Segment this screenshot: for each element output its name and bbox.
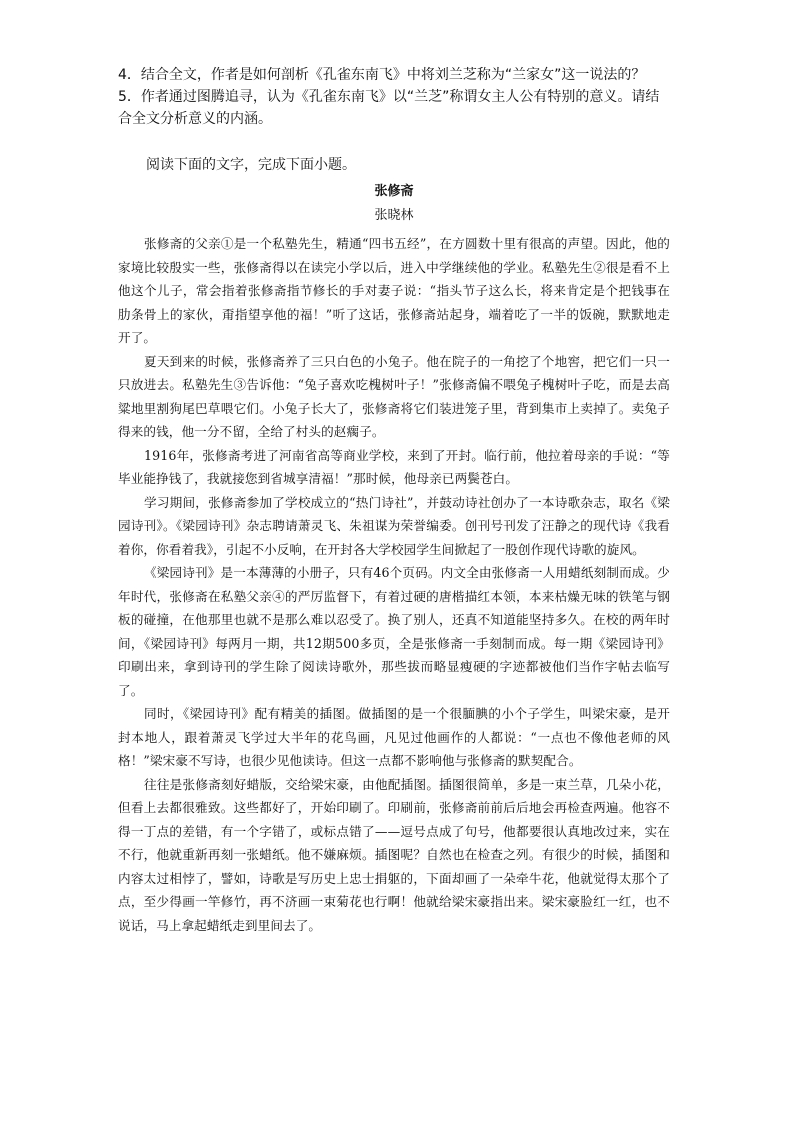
reading-instruction: 阅读下面的文字，完成下面小题。 bbox=[146, 157, 356, 173]
article-paragraph-1: 张修斋的父亲①是一个私塾先生，精通“四书五经”，在方圆数十里有很高的声望。因此，他的家境比较殷实一些，张修斋得以在读完小学以后，进入中学继续他的学业。私塾先生②很是看不上他这个儿子，常会指着张修斋指节修长的手对妻子说：“指头节子这么长，将来肯定是个把钱事在肋条骨上的家伙，甭指望享他的福！”听了这话，张修斋站起身，端着吃了一半的饭碗，默默地走开了。 bbox=[118, 236, 670, 345]
spacer bbox=[118, 130, 670, 154]
article-paragraph-5: 《梁园诗刊》是一本薄薄的小册子，只有46个页码。内文全由张修斋一人用蜡纸刻制而成。少年时代，张修斋在私塾父亲④的严厉监督下，有着过硬的唐楷描红本领，本来枯燥无味的铁笔与钢板的碰撞，在他那里也就不是那么难以忍受了。换了别人，还真不知道能坚持多久。在校的两年时间，《梁园诗刊》每两月一期，共12期500多页，全是张修斋一手刻制而成。每一期《梁园诗刊》印刷出来，拿到诗刊的学生除了阅读诗歌外，那些拔而略显瘦硬的字迹都被他们当作字帖去临写了。 bbox=[118, 565, 670, 698]
article-paragraph-4: 学习期间，张修斋参加了学校成立的“热门诗社”，并鼓动诗社创办了一本诗歌杂志，取名《梁园诗刊》。《梁园诗刊》杂志聘请萧灵飞、朱祖谋为荣誉编委。创刊号刊发了汪静之的现代诗《我看着你，你看着我》，引起不小反响，在开封各大学校园学生间掀起了一股创作现代诗歌的旋风。 bbox=[118, 494, 670, 557]
article-paragraph-6: 同时，《梁园诗刊》配有精美的插图。做插图的是一个很腼腆的小个子学生，叫梁宋豪，是开封本地人，跟着萧灵飞学过大半年的花鸟画，凡见过他画作的人都说：“一点也不像他老师的风格！”梁宋豪不写诗，也很少见他读诗。但这一点都不影响他与张修斋的默契配合。 bbox=[118, 706, 670, 768]
question-4: 4．结合全文，作者是如何剖析《孔雀东南飞》中将刘兰芝称为“兰家女”这一说法的？ bbox=[118, 67, 646, 83]
article-title: 张修斋 bbox=[374, 184, 414, 199]
document-page bbox=[118, 64, 670, 937]
article-paragraph-3: 1916年，张修斋考进了河南省高等商业学校，来到了开封。临行前，他拉着母亲的手说：“等毕业能挣钱了，我就接您到省城享清福！”那时候，他母亲已两鬓苍白。 bbox=[118, 447, 670, 486]
article-paragraph-7: 往往是张修斋刻好蜡版，交给梁宋豪，由他配插图。插图很简单，多是一束兰草，几朵小花，但看上去都很雅致。这些都好了，开始印刷了。印刷前，张修斋前前后后地会再检查两遍。他容不得一丁点的差错，有一个字错了，或标点错了——逗号点成了句号，他都要很认真地改过来，实在不行，他就重新再刻一张蜡纸。他不嫌麻烦。插图呢？自然也在检查之列。有很少的时候，插图和内容太过相悖了，譬如，诗歌是写历史上忠士捐躯的，下面却画了一朵牵牛花，他就觉得太那个了点，至少得画一竿修竹，再不济画一束菊花也行啊！他就给梁宋豪指出来。梁宋豪脸红一红，也不说话，马上拿起蜡纸走到里间去了。 bbox=[118, 776, 670, 933]
article-paragraph-2: 夏天到来的时候，张修斋养了三只白色的小兔子。他在院子的一角挖了个地窖，把它们一只一只放进去。私塾先生③告诉他：“兔子喜欢吃槐树叶子！”张修斋偏不喂兔子槐树叶子吃，而是去高粱地里割狗尾巴草喂它们。小兔子长大了，张修斋将它们装进笼子里，背到集市上卖掉了。卖兔子得来的钱，他一分不留，全给了村头的赵瘸子。 bbox=[118, 353, 670, 439]
article-author: 张晓林 bbox=[374, 208, 414, 223]
question-5: 5．作者通过图腾追寻，认为《孔雀东南飞》以“兰芝”称谓女主人公有特别的意义。请结合全文分析意义的内涵。 bbox=[118, 89, 660, 127]
